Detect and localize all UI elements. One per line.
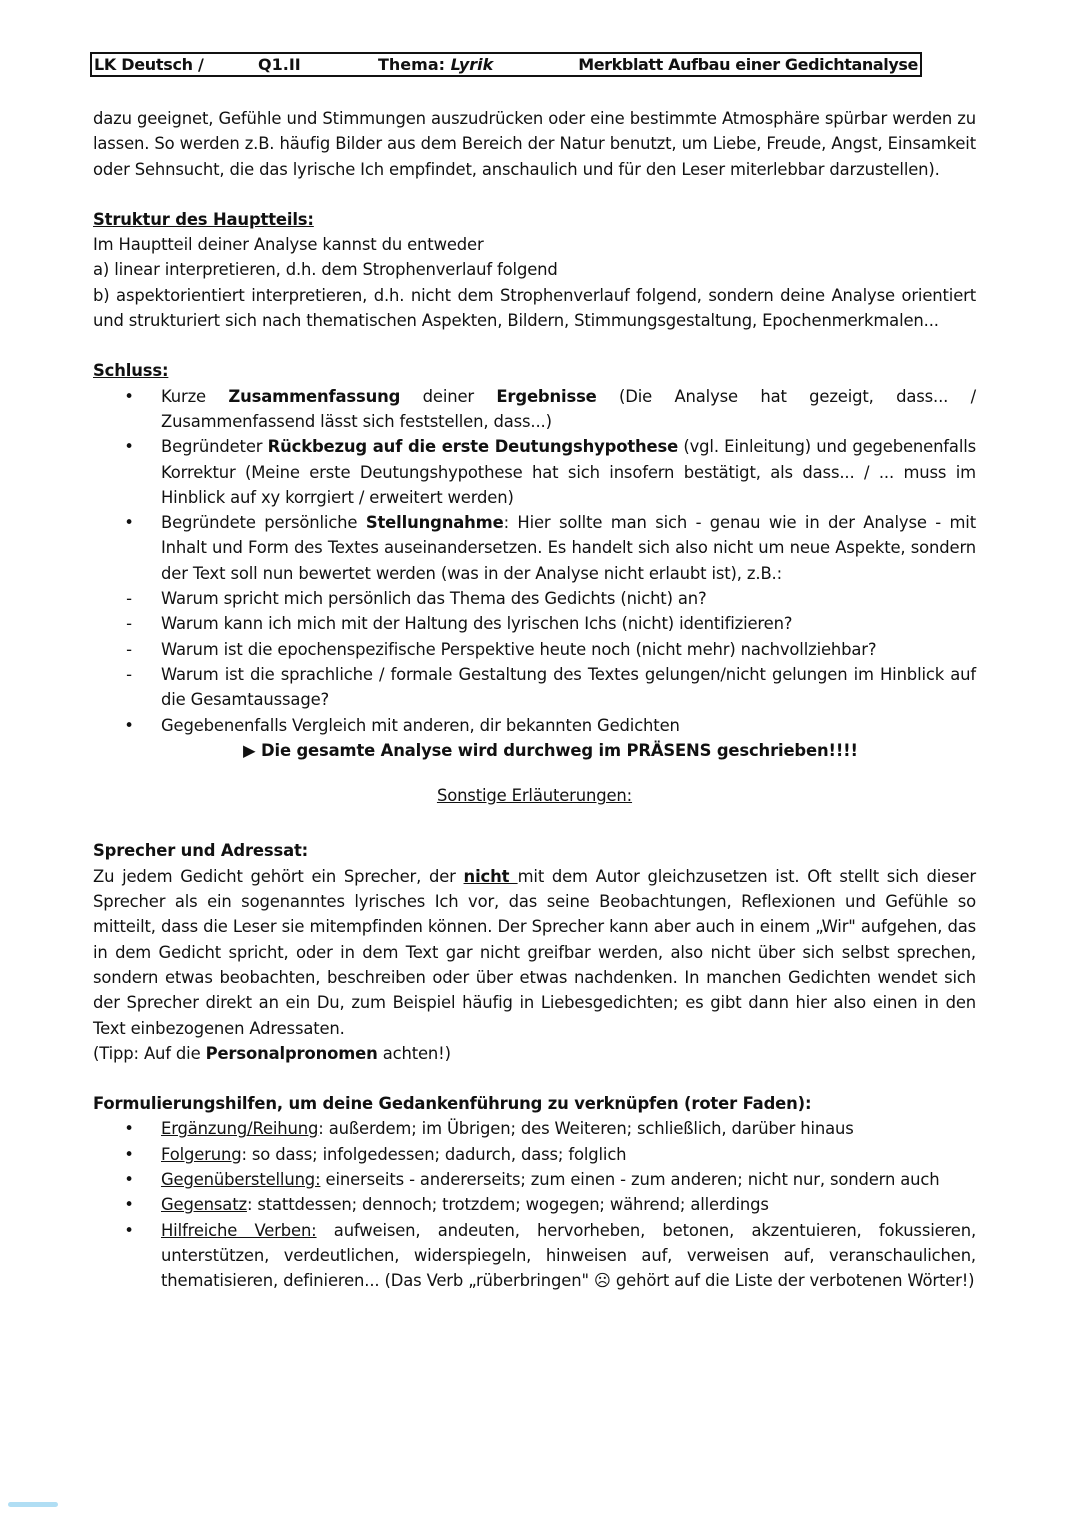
item-label: Folgerung: [161, 1144, 242, 1164]
sonstige-heading: Sonstige Erläuterungen:: [436, 786, 633, 806]
list-item: [93, 713, 976, 738]
hauptteil-lead: Im Hauptteil deiner Analyse kannst du entweder: [93, 235, 484, 255]
bullet-icon: •: [124, 437, 134, 457]
bold-text: Rückbezug auf die erste Deutungshypothese: [267, 437, 679, 457]
arrow-icon: ▶: [243, 740, 256, 760]
text: Kurze: [161, 386, 229, 406]
text: Warum kann ich mich mit der Haltung des lyrischen Ichs (nicht) identifizieren?: [161, 614, 793, 634]
bold-text: Personalpronomen: [205, 1043, 378, 1063]
text: Warum ist die sprachliche / formale Gestaltung des Textes gelungen/nicht gelungen im Hinblick auf die Gesamtaussage?: [161, 664, 976, 710]
text: mit dem Autor gleichzusetzen ist. Oft stellt sich dieser Sprecher als ein sogenanntes lyrisches Ich vor, das seine Beobachtungen, Reflexionen und Gefühle so mitteilt, dass die Leser sie mitempfinden können. Der Sprecher kann aber auch in einem „Wir" aufgehen, das in dem Gedicht spricht, oder in dem Text gar nicht greifbar werden, also nicht über sich selbst sprechen, sondern etwas beobachten, beschreiben oder über etwas nachdenken. In manchen Gedichten wendet sich der Sprecher direkt an ein Du, zum Beispiel häufig in Liebesgedichten; es gibt dann hier also einen in den Text einbezogenen Adressaten.: [93, 866, 976, 1038]
text: Begründete persönliche: [161, 513, 366, 533]
dash-icon: -: [126, 614, 132, 634]
hauptteil-heading: Struktur des Hauptteils:: [93, 209, 314, 229]
bold-text: Stellungnahme: [365, 513, 504, 533]
bullet-icon: •: [124, 1195, 134, 1215]
schluss-heading: Schluss:: [93, 361, 169, 381]
text: Die gesamte Analyse wird durchweg im PRÄSENS geschrieben!!!!: [261, 740, 858, 760]
item-text: : außerdem; im Übrigen; des Weiteren; schließlich, darüber hinaus: [318, 1119, 854, 1139]
text: Warum ist die epochenspezifische Perspektive heute noch (nicht mehr) nachvollziehbar?: [161, 639, 877, 659]
list-item: [93, 1116, 976, 1141]
list-item: [93, 1192, 976, 1217]
sprecher-heading: Sprecher und Adressat:: [93, 841, 309, 861]
text: Gegebenenfalls Vergleich mit anderen, dir bekannten Gedichten: [161, 715, 680, 735]
document-title: Merkblatt Aufbau einer Gedichtanalyse: [578, 55, 918, 74]
bullet-icon: •: [124, 1220, 134, 1240]
scan-watermark: [8, 1502, 58, 1507]
text: Warum spricht mich persönlich das Thema des Gedichts (nicht) an?: [161, 589, 707, 609]
bullet-icon: •: [124, 1169, 134, 1189]
list-item: [93, 384, 976, 435]
formulierung-heading: Formulierungshilfen, um deine Gedankenführung zu verknüpfen (roter Faden):: [93, 1094, 812, 1114]
question-item: [93, 586, 976, 611]
list-item: [93, 510, 976, 586]
document-body: [93, 106, 976, 1293]
item-label: Hilfreiche Verben:: [161, 1220, 317, 1240]
bold-text: Zusammenfassung: [228, 386, 401, 406]
topic-value: Lyrik: [450, 55, 494, 74]
item-text: : stattdessen; dennoch; trotzdem; wogegen; während; allerdings: [246, 1195, 769, 1215]
text: Begründeter: [161, 437, 268, 457]
text: (Die Analyse hat gezeigt, dass... / Zusammenfassend lässt sich feststellen, dass...): [161, 386, 976, 431]
present-tense-note: [93, 738, 976, 763]
list-item: [93, 434, 976, 510]
term-label: Q1.II: [258, 55, 301, 74]
bullet-icon: •: [124, 715, 134, 735]
item-text: einerseits - andererseits; zum einen - zum anderen; nicht nur, sondern auch: [320, 1169, 940, 1189]
question-item: [93, 637, 976, 662]
bold-text: Ergebnisse: [496, 386, 597, 406]
sprecher-paragraph: [93, 864, 976, 1041]
text: (Tipp: Auf die: [93, 1043, 206, 1063]
bullet-icon: •: [124, 1144, 134, 1164]
text: Zu jedem Gedicht gehört ein Sprecher, der: [93, 866, 464, 886]
bullet-icon: •: [124, 386, 134, 406]
hauptteil-option-b: b) aspektorientiert interpretieren, d.h. nicht dem Strophenverlauf folgend, sondern deine Analyse orientiert und strukturiert sich nach thematischen Aspekten, Bildern, Stimmungsgestaltung, Epochenmerkmalen...: [93, 285, 976, 331]
text: deiner: [400, 386, 497, 406]
question-item: [93, 611, 976, 636]
item-text: aufweisen, andeuten, hervorheben, betonen, akzentuieren, fokussieren, unterstützen, verdeutlichen, widerspiegeln, hinweisen auf, verweisen auf, veranschaulichen, thematisieren, definieren... (Das Verb „rüberbringen" ☹ gehört auf die Liste der verbotenen Wörter!): [161, 1220, 977, 1291]
bullet-icon: •: [124, 513, 134, 533]
list-item: [93, 1142, 976, 1167]
document-header: [90, 52, 922, 77]
formulierung-list: [93, 1116, 976, 1293]
dash-icon: -: [126, 589, 132, 609]
bullet-icon: •: [124, 1119, 134, 1139]
intro-paragraph: dazu geeignet, Gefühle und Stimmungen auszudrücken oder eine bestimmte Atmosphäre spürbar werden zu lassen. So werden z.B. häufig Bilder aus dem Bereich der Natur benutzt, um Liebe, Freude, Angst, Einsamkeit oder Sehnsucht, die das lyrische Ich empfindet, anschaulich und für den Leser miterlebbar darzustellen).: [93, 109, 976, 179]
text: (vgl. Einleitung) und gegebenenfalls Korrektur (Meine erste Deutungshypothese hat sich insofern bestätigt, als dass... / ... muss im Hinblick auf xy korrgiert / erweitert werden): [161, 437, 977, 507]
schluss-list: [93, 384, 976, 738]
item-label: Gegenüberstellung:: [161, 1169, 321, 1189]
underlined-text: nicht: [463, 866, 518, 886]
dash-icon: -: [126, 664, 132, 684]
list-item: [93, 1218, 976, 1294]
course-label: LK Deutsch /: [94, 55, 204, 74]
text: achten!): [377, 1043, 451, 1063]
list-item: [93, 1167, 976, 1192]
item-label: Gegensatz: [161, 1195, 247, 1215]
item-text: : so dass; infolgedessen; dadurch, dass; folglich: [241, 1144, 627, 1164]
topic-prefix: Thema:: [378, 55, 446, 74]
text: : Hier sollte man sich - genau wie in der Analyse - mit Inhalt und Form des Textes auseinandersetzen. Es handelt sich also nicht um neue Aspekte, sondern der Text soll nun bewertet werden (was in der Analyse nicht erlaubt ist), z.B.:: [161, 513, 976, 583]
dash-icon: -: [126, 639, 132, 659]
topic-label: [378, 54, 493, 76]
hauptteil-option-a: a) linear interpretieren, d.h. dem Strophenverlauf folgend: [93, 260, 558, 280]
item-label: Ergänzung/Reihung: [161, 1119, 319, 1139]
question-item: [93, 662, 976, 713]
sprecher-tip: [93, 1041, 976, 1066]
